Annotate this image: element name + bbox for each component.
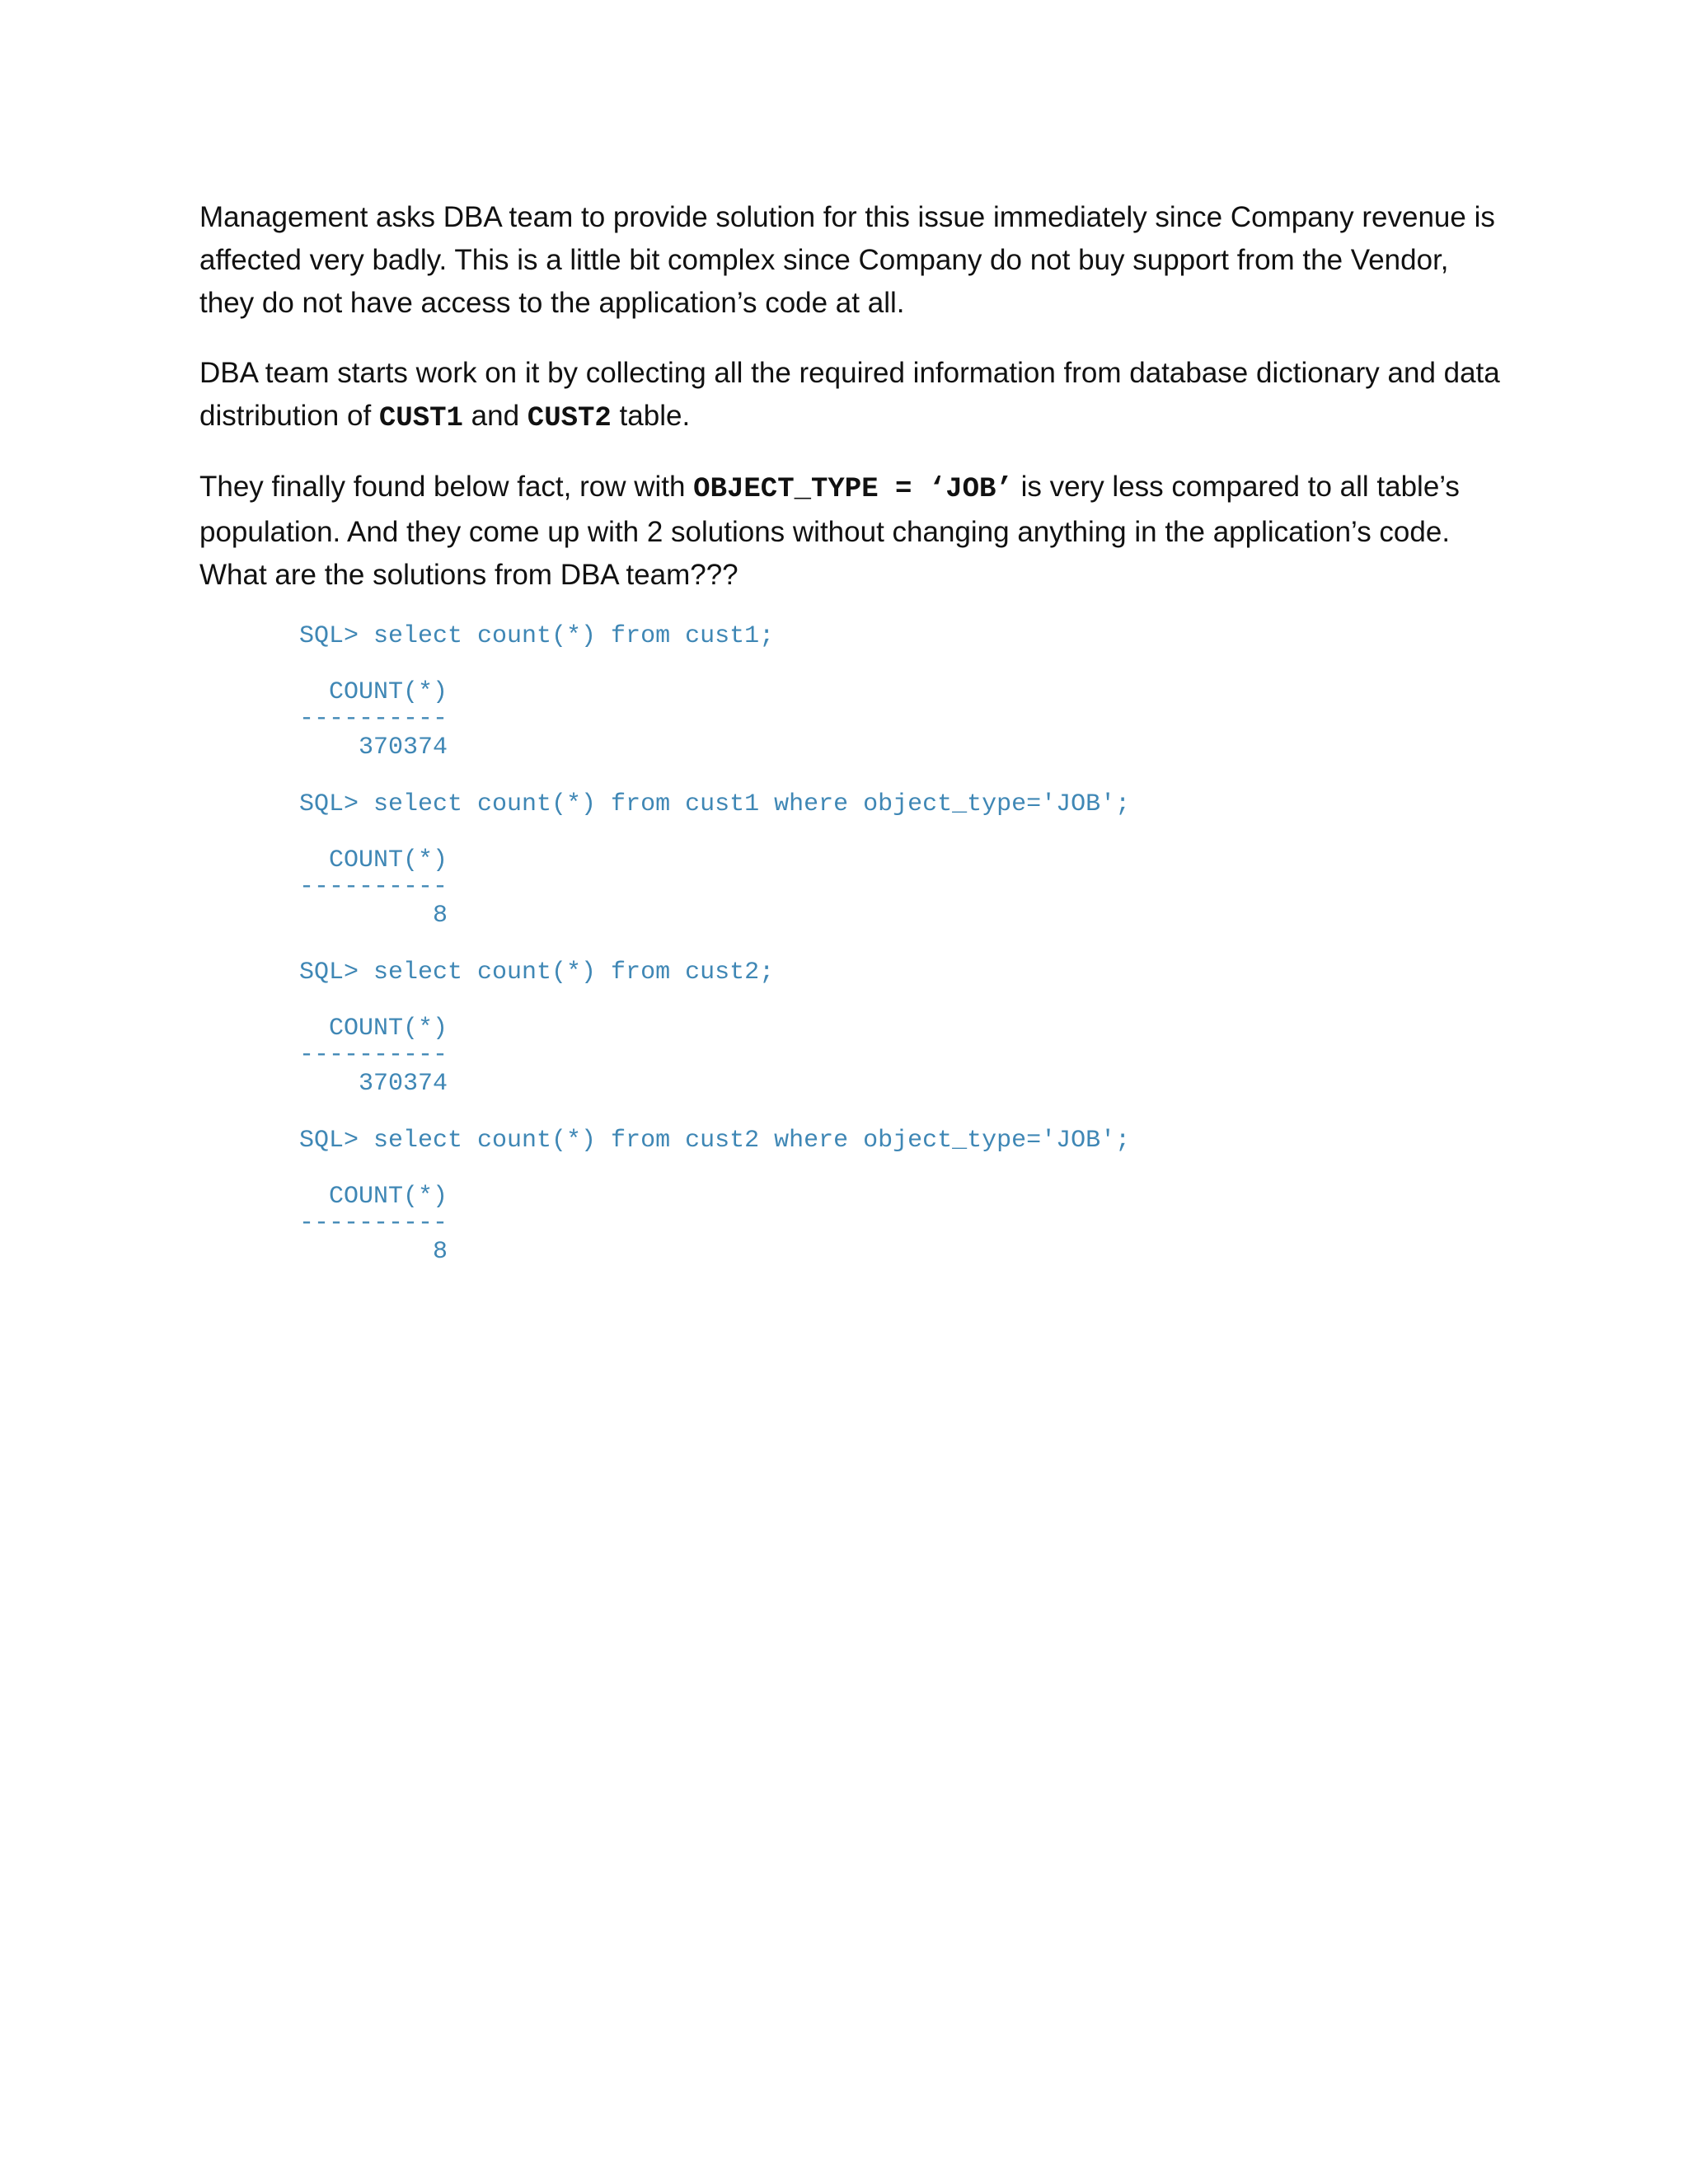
paragraph-problem-statement: Management asks DBA team to provide solution for this issue immediately since Company revenue is affected very badly. This is a little bit complex since Company do not buy support from the Vendor, they do not have access to the application’s code at all. (199, 201, 1495, 319)
inline-code-cust2: CUST2 (527, 403, 612, 434)
paragraph-investigation-text-3: table. (611, 400, 691, 432)
sql-query-2: SQL> select count(*) from cust1 where object_type='JOB'; (299, 790, 1131, 818)
paragraph-investigation (199, 352, 1502, 440)
paragraph-investigation-text-2: and (462, 400, 528, 432)
paragraph-findings-text-2: is very less compared to all table’s population. And they come up with 2 solutions without changing anything in the application’s code. What are the solutions from DBA team??? (199, 471, 1460, 591)
sql-column-header-4: COUNT(*) (299, 1183, 448, 1211)
paragraph-findings (199, 466, 1502, 597)
inline-code-object-type: OBJECT_TYPE = ‘JOB’ (693, 474, 1013, 505)
sql-result-4: 8 (299, 1238, 448, 1266)
paragraph-investigation-text-1: DBA team starts work on it by collecting all the required information from database dictionary and data distribution of (199, 357, 1500, 432)
sql-separator-2: ---------- (299, 873, 448, 901)
sql-separator-3: ---------- (299, 1041, 448, 1069)
sql-result-2: 8 (299, 902, 448, 930)
sql-column-header-3: COUNT(*) (299, 1015, 448, 1043)
sql-column-header-1: COUNT(*) (299, 678, 448, 706)
sql-query-3: SQL> select count(*) from cust2; (299, 958, 775, 987)
sql-separator-1: ---------- (299, 705, 448, 733)
sql-separator-4: ---------- (299, 1209, 448, 1237)
sql-query-1: SQL> select count(*) from cust1; (299, 622, 775, 650)
paragraph-findings-text-1: They finally found below fact, row with (199, 471, 694, 503)
sql-result-1: 370374 (299, 733, 448, 762)
sql-result-3: 370374 (299, 1070, 448, 1098)
inline-code-cust1: CUST1 (378, 403, 463, 434)
sql-column-header-2: COUNT(*) (299, 846, 448, 874)
sql-query-4: SQL> select count(*) from cust2 where object_type='JOB'; (299, 1127, 1131, 1155)
